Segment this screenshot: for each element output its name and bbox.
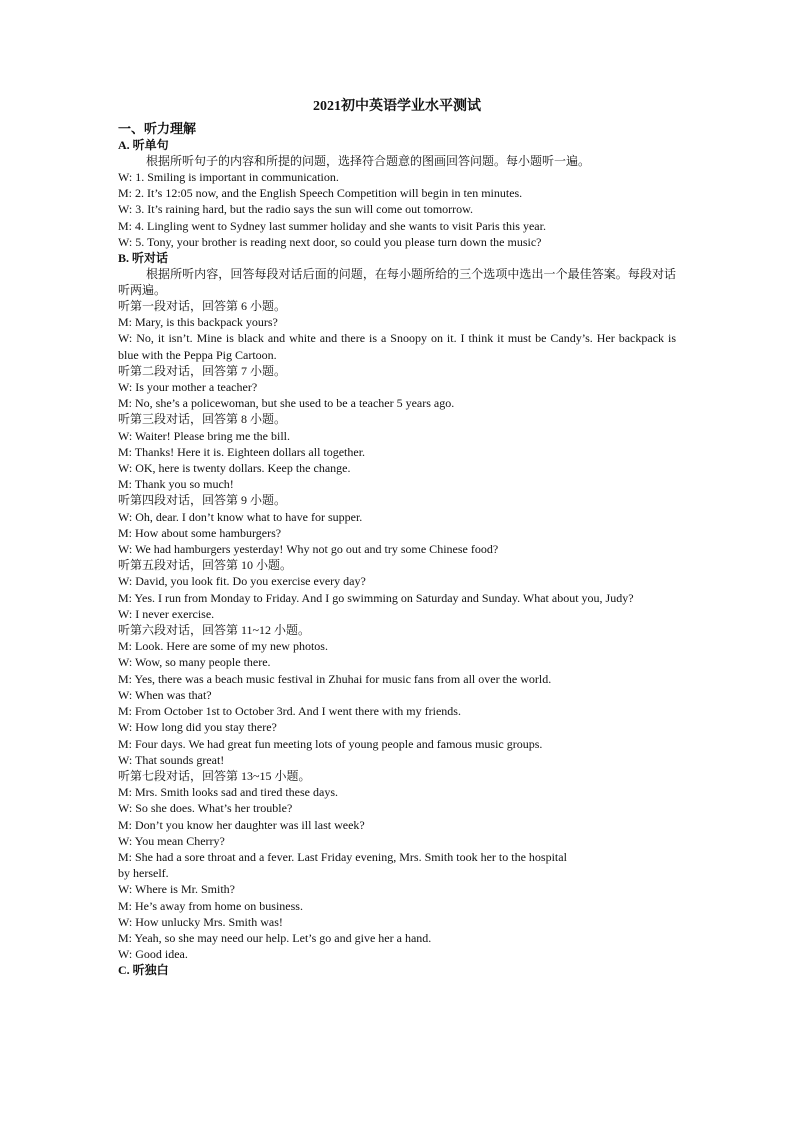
part-a-heading: A. 听单句 <box>118 138 169 152</box>
dialogue-line: M: Yes, there was a beach music festival in Zhuhai for music fans from all over the world. <box>118 671 552 686</box>
dialogue-header: 听第六段对话，回答第 11~12 小题。 <box>118 623 311 638</box>
dialogue-header: 听第三段对话，回答第 8 小题。 <box>118 412 287 427</box>
dialogue-line: W: No, it isn’t. Mine is black and white and there is a Snoopy on it. I think it must be Candy’s. Her backpack is blue with the Peppa Pig Cartoon. <box>118 331 676 362</box>
dialogue-line: W: You mean Cherry? <box>118 833 225 848</box>
dialogue-line: W: We had hamburgers yesterday! Why not go out and try some Chinese food? <box>118 542 499 557</box>
dialogue-line: W: David, you look fit. Do you exercise every day? <box>118 574 366 589</box>
sentence-line: W: 5. Tony, your brother is reading next door, so could you please turn down the music? <box>118 234 542 249</box>
sentence-line: W: 1. Smiling is important in communication. <box>118 170 339 184</box>
dialogue-line: M: Don’t you know her daughter was ill last week? <box>118 817 365 832</box>
section-heading: 一、听力理解 <box>118 121 197 136</box>
dialogue-line: W: Where is Mr. Smith? <box>118 882 235 897</box>
dialogue-line: W: I never exercise. <box>118 606 215 621</box>
dialogue-line: M: No, she’s a policewoman, but she used to be a teacher 5 years ago. <box>118 396 455 411</box>
dialogue-line: W: So she does. What’s her trouble? <box>118 801 293 816</box>
dialogue-header: 听第七段对话，回答第 13~15 小题。 <box>118 768 311 783</box>
part-b-heading: B. 听对话 <box>118 251 169 266</box>
dialogue-line: W: That sounds great! <box>118 752 225 767</box>
dialogue-line: W: How long did you stay there? <box>118 720 277 735</box>
dialogue-line: W: Good idea. <box>118 947 188 962</box>
dialogue-line: M: Yeah, so she may need our help. Let’s go and give her a hand. <box>118 930 432 945</box>
sentence-line: M: 4. Lingling went to Sydney last summer holiday and she wants to visit Paris this year. <box>118 218 546 233</box>
dialogue-line: W: Wow, so many people there. <box>118 655 271 670</box>
dialogue-line: M: Look. Here are some of my new photos. <box>118 639 328 654</box>
part-b-instruction: 根据所听内容，回答每段对话后面的问题，在每小题所给的三个选项中选出一个最佳答案。每段对话听两遍。 <box>118 267 676 298</box>
sentence-line: M: 2. It’s 12:05 now, and the English Speech Competition will begin in ten minutes. <box>118 186 523 201</box>
dialogue-line: W: Waiter! Please bring me the bill. <box>118 428 290 443</box>
part-a-instruction: 根据所听句子的内容和所提的问题，选择符合题意的图画回答问题。每小题听一遍。 <box>146 154 591 168</box>
dialogue-line: M: Four days. We had great fun meeting lots of young people and famous music groups. <box>118 736 543 751</box>
dialogue-header: 听第五段对话，回答第 10 小题。 <box>118 558 293 573</box>
dialogue-line: M: Thanks! Here it is. Eighteen dollars all together. <box>118 444 366 459</box>
dialogue-line: W: Is your mother a teacher? <box>118 380 258 395</box>
document-content <box>118 98 676 978</box>
dialogue-header: 听第四段对话，回答第 9 小题。 <box>118 493 287 508</box>
dialogue-line: W: OK, here is twenty dollars. Keep the change. <box>118 461 351 476</box>
dialogue-header: 听第二段对话，回答第 7 小题。 <box>118 363 287 378</box>
dialogue-line: W: How unlucky Mrs. Smith was! <box>118 914 283 929</box>
page-title: 2021初中英语学业水平测试 <box>313 99 481 114</box>
dialogue-line: M: From October 1st to October 3rd. And I went there with my friends. <box>118 704 461 719</box>
dialogue-line: M: Mary, is this backpack yours? <box>118 315 278 330</box>
sentence-line: W: 3. It’s raining hard, but the radio says the sun will come out tomorrow. <box>118 202 474 217</box>
dialogue-line: M: He’s away from home on business. <box>118 898 303 913</box>
dialogue-line: M: Yes. I run from Monday to Friday. And I go swimming on Saturday and Sunday. What about you, Judy? <box>118 590 634 605</box>
part-c-heading: C. 听独白 <box>118 963 169 978</box>
dialogue-line: M: How about some hamburgers? <box>118 525 282 540</box>
dialogue-header: 听第一段对话，回答第 6 小题。 <box>118 299 287 314</box>
dialogue-line: M: Mrs. Smith looks sad and tired these days. <box>118 785 338 800</box>
dialogue-line: by herself. <box>118 866 169 881</box>
dialogue-line: M: She had a sore throat and a fever. Last Friday evening, Mrs. Smith took her to the hospital <box>118 849 567 864</box>
dialogue-line: W: When was that? <box>118 687 212 702</box>
dialogue-line: M: Thank you so much! <box>118 477 234 492</box>
dialogue-line: W: Oh, dear. I don’t know what to have for supper. <box>118 509 363 524</box>
